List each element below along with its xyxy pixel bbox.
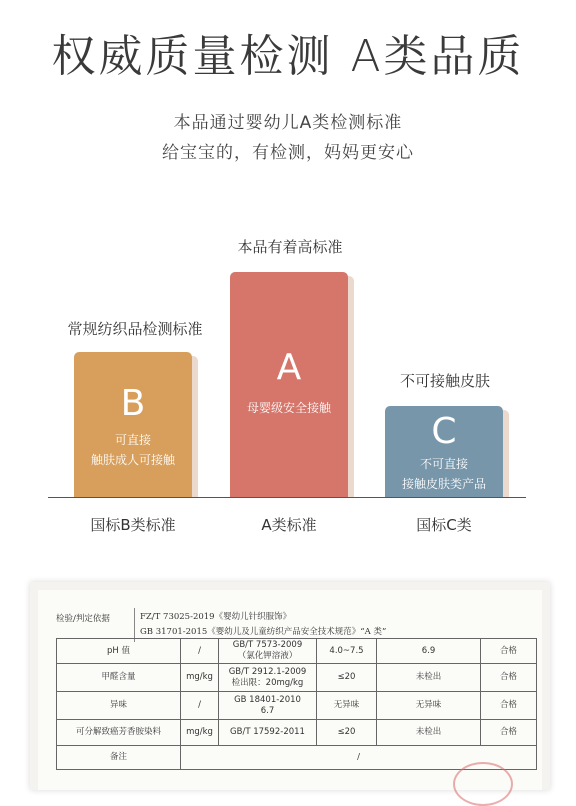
axis-label-a: A类标准 [261, 516, 317, 534]
report-requirement: 4.0~7.5 [317, 639, 377, 664]
report-verdict: 合格 [481, 720, 537, 746]
report-basis-divider [134, 608, 135, 642]
report-result: 无异味 [377, 692, 481, 720]
axis-label-b: 国标B类标准 [90, 516, 176, 534]
report-method: GB/T 7573-2009 （氯化钾溶液） [219, 639, 317, 664]
subtitle-line-2: 给宝宝的，有检测，妈妈更安心 [162, 143, 414, 163]
bar-b-top-label: 常规纺织品检测标准 [67, 320, 203, 338]
report-verdict: 合格 [481, 692, 537, 720]
report-remark-value: / [181, 746, 537, 770]
report-requirement: ≤20 [317, 664, 377, 692]
table-row [57, 664, 537, 692]
bar-c-description: 不可直接 接触皮肤类产品 [401, 457, 486, 491]
report-unit: / [181, 639, 219, 664]
page-title: 权威质量检测 A类品质 [51, 31, 525, 82]
table-row [57, 692, 537, 720]
chart-baseline [48, 497, 526, 498]
table-row [57, 639, 537, 664]
bar-b-description: 可直接 触肤成人可接触 [90, 433, 175, 467]
test-report [38, 590, 542, 790]
subtitle-line-1: 本品通过婴幼儿A类检测标准 [173, 113, 403, 133]
report-verdict: 合格 [481, 639, 537, 664]
report-method: GB/T 17592-2011 [219, 720, 317, 746]
report-result: 未检出 [377, 720, 481, 746]
report-item: 异味 [57, 692, 181, 720]
report-basis-label: 检验/判定依据 [56, 614, 110, 624]
axis-label-c: 国标C类 [416, 516, 472, 534]
bar-a-description: 母婴级安全接触 [246, 401, 331, 415]
report-method: GB/T 2912.1-2009 检出限：20mg/kg [219, 664, 317, 692]
bar-a [230, 272, 348, 497]
bar-c-top-label: 不可接触皮肤 [399, 372, 490, 390]
report-item: 可分解致癌芳香胺染料 [57, 720, 181, 746]
inspection-stamp [453, 762, 513, 806]
report-basis-line-1: FZ/T 73025-2019《婴幼儿针织服饰》 [140, 612, 292, 622]
report-result: 未检出 [377, 664, 481, 692]
report-result: 6.9 [377, 639, 481, 664]
report-remark-label: 备注 [57, 746, 181, 770]
report-unit: / [181, 692, 219, 720]
report-item: pH 值 [57, 639, 181, 664]
bar-b-letter: B [120, 383, 146, 424]
report-unit: mg/kg [181, 664, 219, 692]
report-verdict: 合格 [481, 664, 537, 692]
bar-a-top-label: 本品有着高标准 [237, 238, 343, 256]
report-item: 甲醛含量 [57, 664, 181, 692]
report-table [56, 638, 537, 770]
bar-c-letter: C [431, 411, 457, 452]
bar-b [74, 352, 192, 497]
report-method: GB 18401-2010 6.7 [219, 692, 317, 720]
report-requirement: ≤20 [317, 720, 377, 746]
report-unit: mg/kg [181, 720, 219, 746]
table-row [57, 720, 537, 746]
report-requirement: 无异味 [317, 692, 377, 720]
report-basis-row [56, 608, 536, 642]
report-basis-line-2: GB 31701-2015《婴幼儿及儿童纺织产品安全技术规范》“A 类” [140, 627, 387, 637]
bar-c [385, 406, 503, 497]
bar-a-letter: A [276, 347, 302, 388]
